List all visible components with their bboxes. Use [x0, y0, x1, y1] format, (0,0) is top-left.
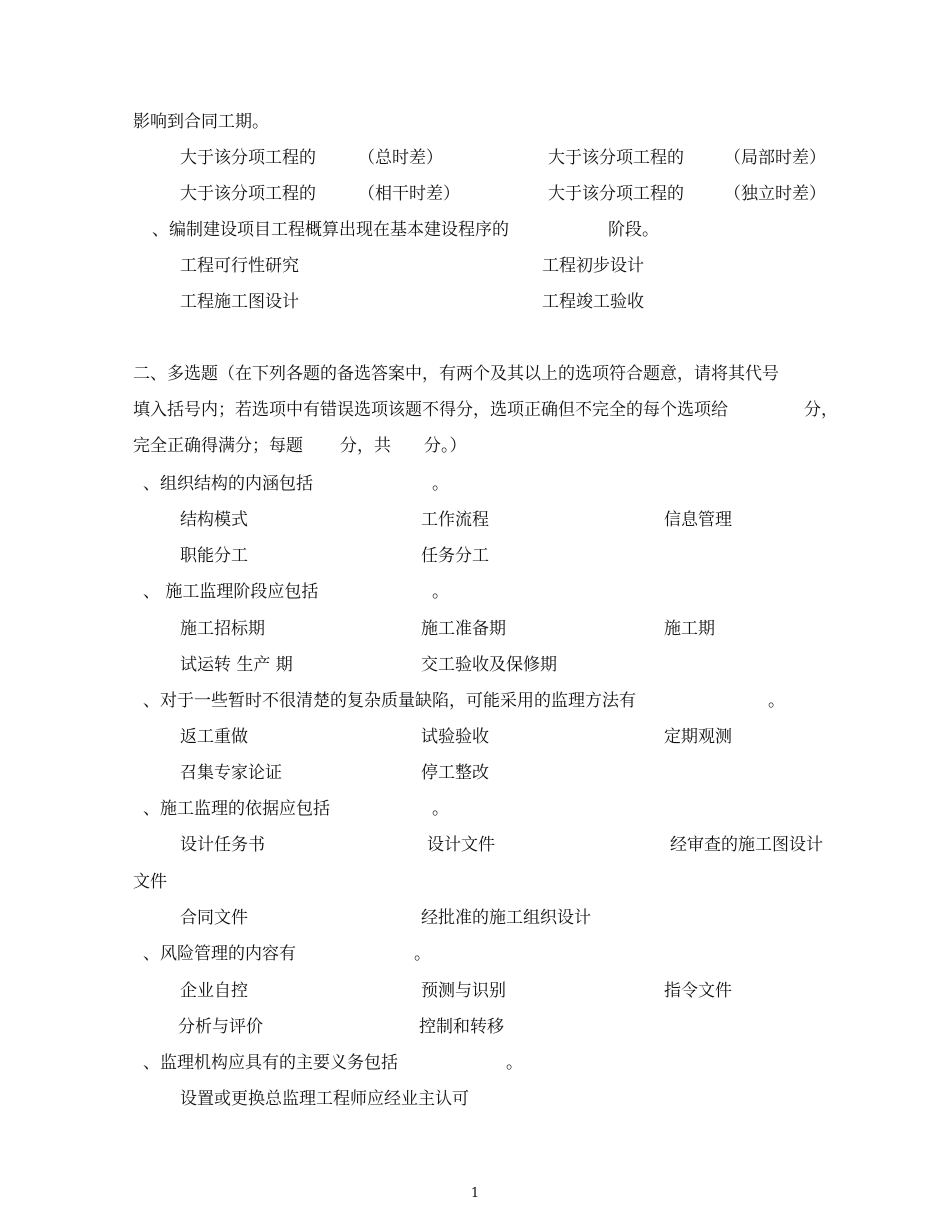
page-number: 1: [470, 1186, 480, 1201]
option-c: 大于该分项工程的: [180, 184, 316, 204]
question-stem-end: 阶段。: [608, 220, 659, 240]
question-stem-end: 。: [432, 582, 449, 602]
option-d: 大于该分项工程的: [548, 184, 684, 204]
option-b: 试验验收: [421, 727, 489, 747]
option-b: 设计文件: [427, 835, 495, 855]
section-scoring: 完全正确得满分；每题: [133, 436, 303, 456]
option-a: 施工招标期: [180, 619, 265, 639]
question-stem: 、监理机构应具有的主要义务包括: [143, 1053, 398, 1073]
option-c: 信息管理: [664, 510, 732, 530]
question-stem-end: 。: [414, 944, 431, 964]
option-d: 职能分工: [180, 546, 248, 566]
option-a: 大于该分项工程的: [180, 148, 316, 168]
option-d: 合同文件: [180, 908, 248, 928]
option-b: 预测与识别: [421, 981, 506, 1001]
option-d: 分析与评价: [178, 1017, 263, 1037]
question-stem: 、组织结构的内涵包括: [143, 474, 313, 494]
section-heading: 二、多选题（在下列各题的备选答案中，有两个及其以上的选项符合题意，请将其代号: [133, 364, 779, 384]
section-scoring-end: 分。）: [424, 436, 467, 456]
option-a: 设置或更换总监理工程师应经业主认可: [180, 1089, 469, 1109]
option-c-term: （相干时差）: [358, 184, 460, 204]
option-c: 施工期: [664, 619, 715, 639]
section-instructions-end: 分，: [804, 400, 838, 420]
option-a: 企业自控: [180, 981, 248, 1001]
option-d: 工程竣工验收: [542, 292, 644, 312]
option-e: 经批准的施工组织设计: [421, 908, 591, 928]
option-c-wrap: 文件: [133, 872, 167, 892]
option-a: 工程可行性研究: [180, 256, 299, 276]
option-a: 返工重做: [180, 727, 248, 747]
option-a: 设计任务书: [180, 835, 265, 855]
option-c: 经审查的施工图设计: [670, 835, 823, 855]
option-c: 工程施工图设计: [180, 292, 299, 312]
option-b: 工程初步设计: [542, 256, 644, 276]
option-b-term: （局部时差）: [724, 148, 826, 168]
option-b: 工作流程: [421, 510, 489, 530]
option-e: 任务分工: [421, 546, 489, 566]
continuation-text: 影响到合同工期。: [133, 112, 269, 132]
option-d: 召集专家论证: [180, 763, 282, 783]
section-instructions: 填入括号内；若选项中有错误选项该题不得分，选项正确但不完全的每个选项给: [133, 400, 728, 420]
option-c: 指令文件: [664, 981, 732, 1001]
question-stem-end: 。: [432, 474, 449, 494]
option-e: 停工整改: [421, 763, 489, 783]
option-d-term: （独立时差）: [724, 184, 826, 204]
option-a-term: （总时差）: [358, 148, 443, 168]
question-stem: 、编制建设项目工程概算出现在基本建设程序的: [152, 220, 509, 240]
option-e: 控制和转移: [419, 1017, 504, 1037]
question-stem: 、对于一些暂时不很清楚的复杂质量缺陷，可能采用的监理方法有: [143, 691, 636, 711]
question-stem: 、 施工监理阶段应包括: [143, 582, 319, 602]
option-b: 大于该分项工程的: [548, 148, 684, 168]
option-c: 定期观测: [664, 727, 732, 747]
option-d: 试运转 生产 期: [180, 655, 293, 675]
option-b: 施工准备期: [421, 619, 506, 639]
question-stem: 、风险管理的内容有: [143, 944, 296, 964]
question-stem: 、施工监理的依据应包括: [143, 799, 330, 819]
question-stem-end: 。: [432, 799, 449, 819]
option-a: 结构模式: [180, 510, 248, 530]
option-e: 交工验收及保修期: [421, 655, 557, 675]
question-stem-end: 。: [768, 691, 785, 711]
section-scoring-mid: 分，共: [340, 436, 391, 456]
question-stem-end: 。: [506, 1053, 523, 1073]
